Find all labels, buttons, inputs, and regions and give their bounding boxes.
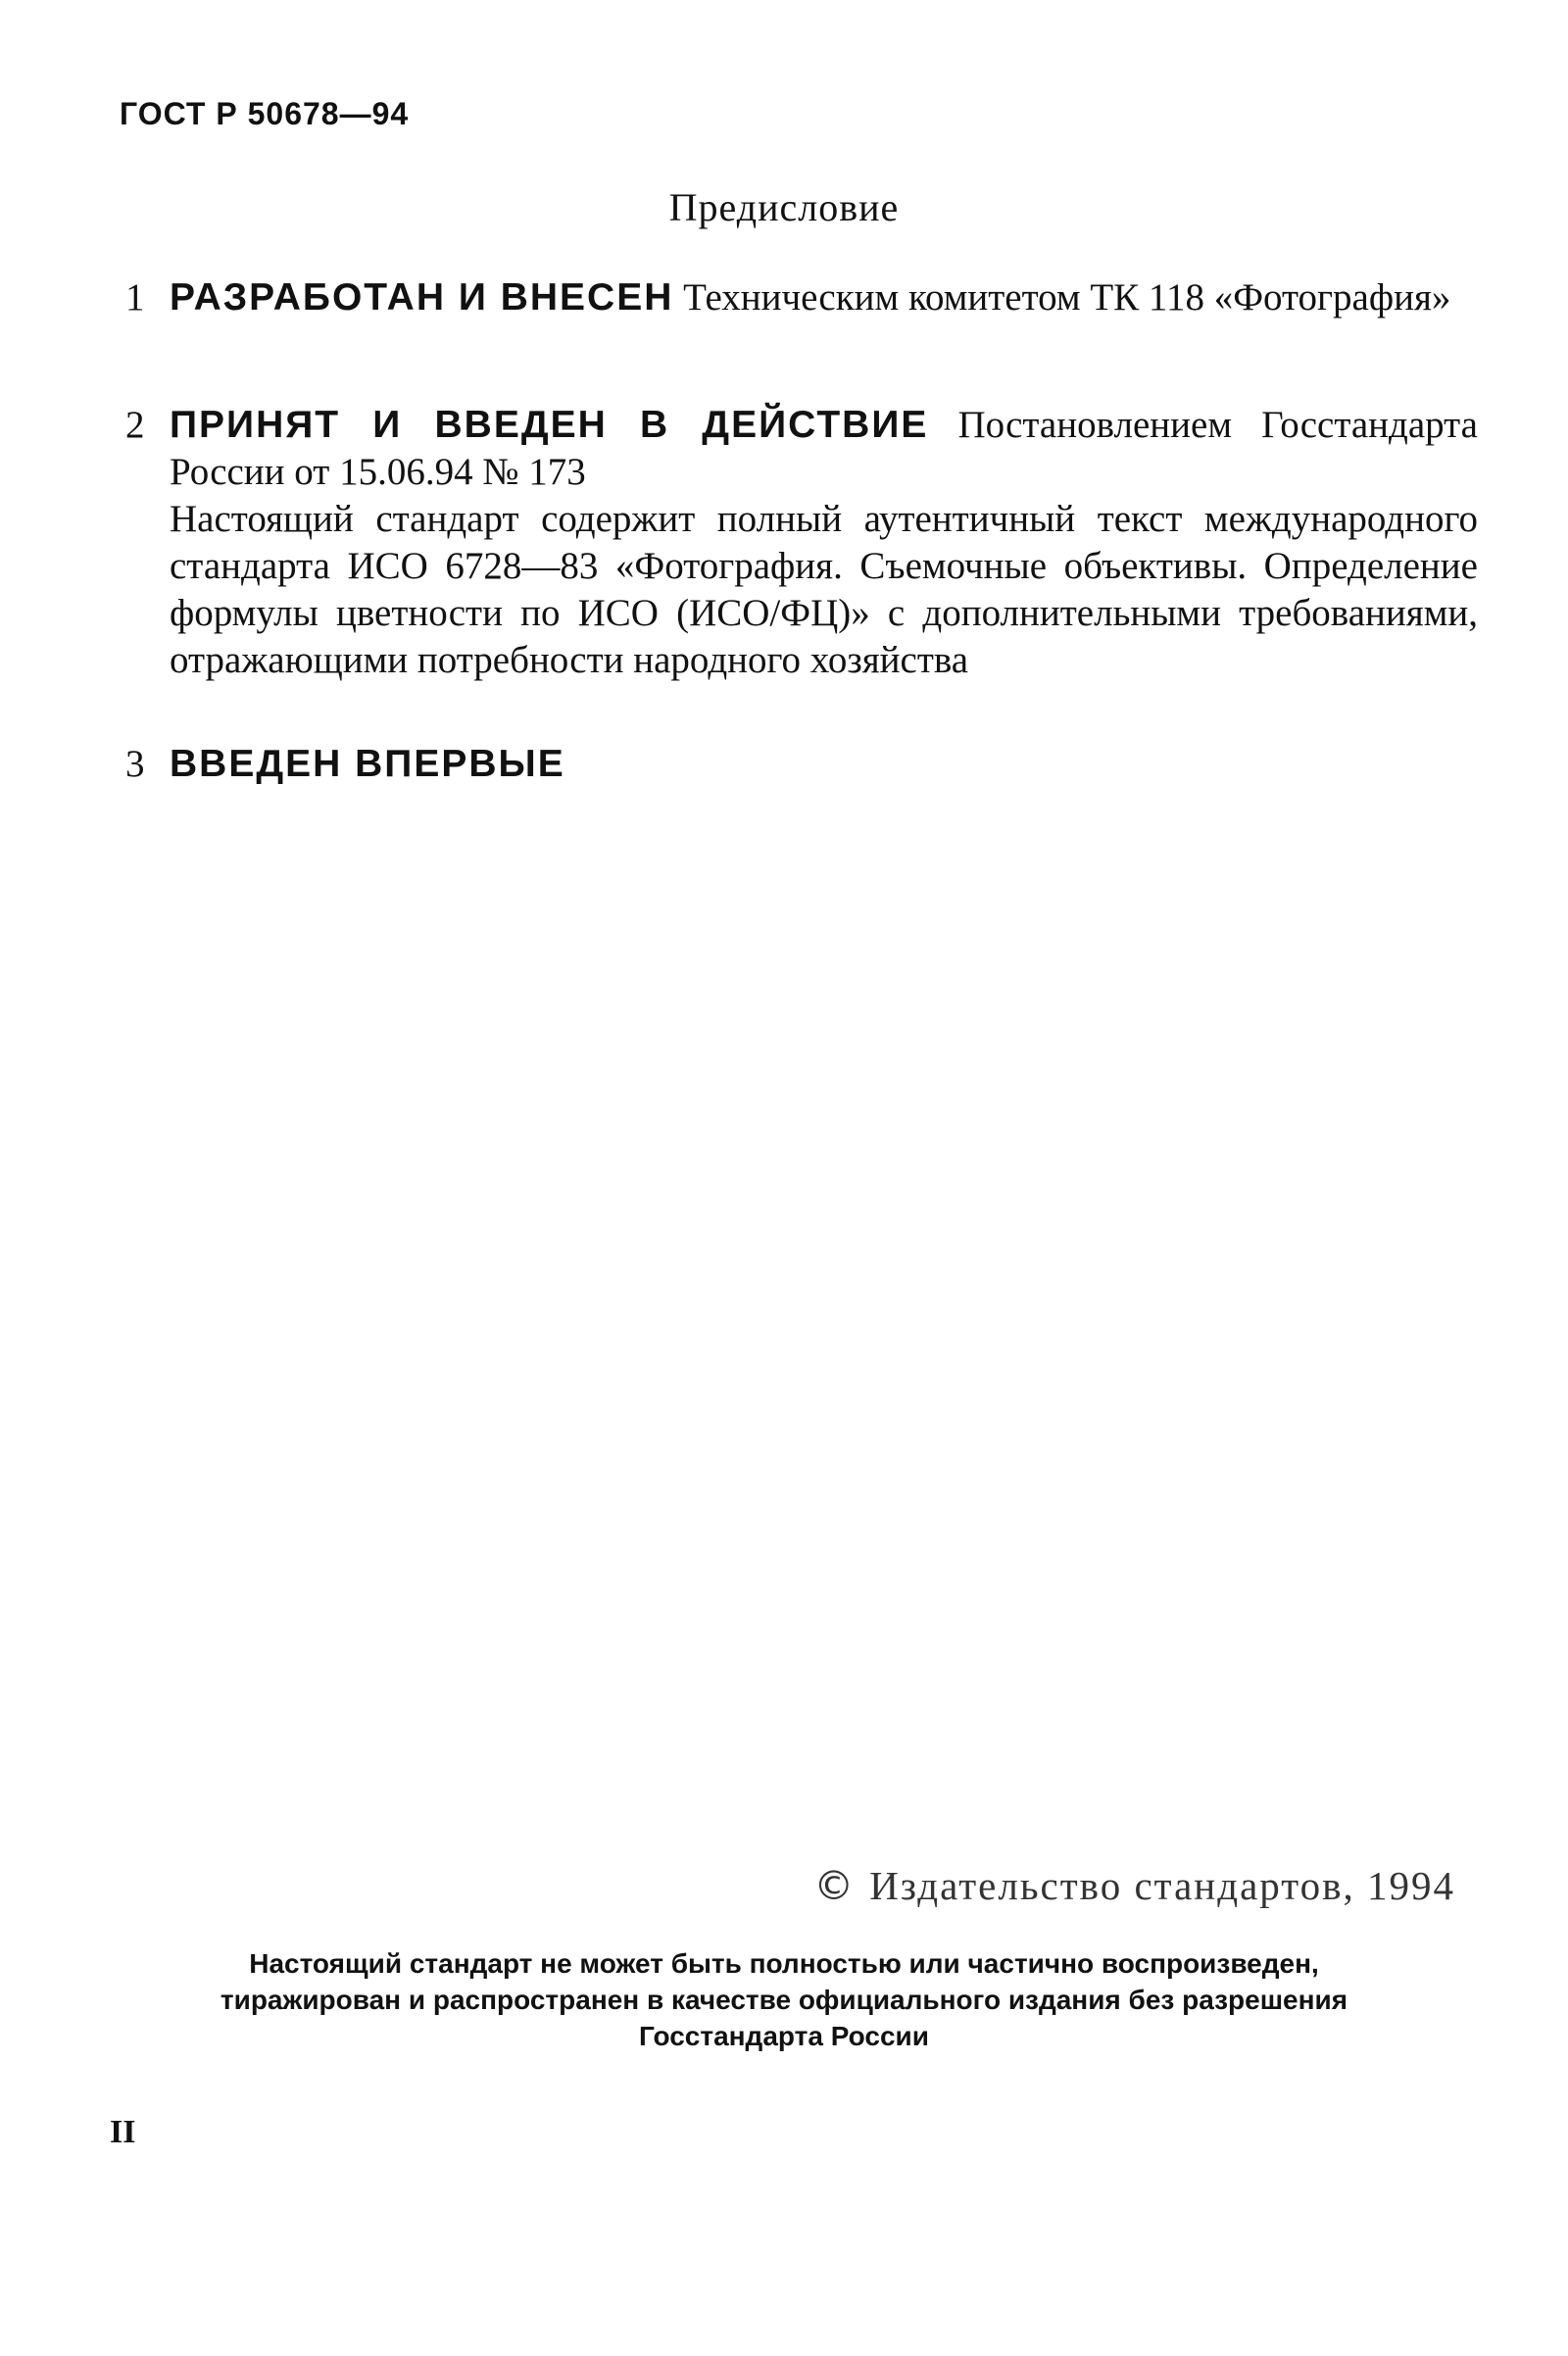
foreword-item-3 — [125, 741, 1478, 788]
foreword-item-1 — [125, 274, 1478, 321]
notice-line: тиражирован и распространен в качестве официального издания без разрешения — [220, 1985, 1348, 2015]
item-lead: ВВЕДЕН ВПЕРВЫЕ — [170, 743, 565, 785]
notice-line: Госстандарта России — [639, 2021, 929, 2051]
copyright-icon: © — [813, 1862, 857, 1909]
item-lead: РАЗРАБОТАН И ВНЕСЕН — [170, 276, 674, 319]
item-body — [170, 274, 1478, 321]
item-lead: ПРИНЯТ И ВВЕДЕН В ДЕЙСТВИЕ — [170, 404, 929, 446]
foreword-item-2 — [125, 402, 1478, 684]
page-number: II — [110, 2114, 136, 2150]
copyright-line — [813, 1862, 1455, 1909]
item-text: Техническим комитетом ТК 118 «Фотография» — [683, 276, 1451, 319]
item-body — [170, 741, 1478, 788]
item-text: Постановлением Госстандарта России от 15.06.94 № 173 — [170, 404, 1478, 493]
notice-line: Настоящий стандарт не может быть полностью или частично воспроизведен, — [249, 1948, 1319, 1979]
item-number: 1 — [125, 276, 145, 319]
copyright-text: Издательство стандартов, 1994 — [869, 1863, 1455, 1908]
item-extra-text: Настоящий стандарт содержит полный аутентичный текст международного стандарта ИСО 6728—83 «Фотография. Съемочные объективы. Определение формулы цветности по ИСО (ИСО/ФЦ)» с дополнительными требованиями, отражающими потребности народного хозяйства — [170, 498, 1478, 681]
item-body — [170, 402, 1478, 684]
page-title: Предисловие — [668, 185, 900, 229]
item-number: 2 — [125, 404, 145, 446]
document-header: ГОСТ Р 50678—94 — [120, 96, 410, 131]
reproduction-notice — [98, 1945, 1470, 2054]
item-number: 3 — [125, 743, 145, 785]
